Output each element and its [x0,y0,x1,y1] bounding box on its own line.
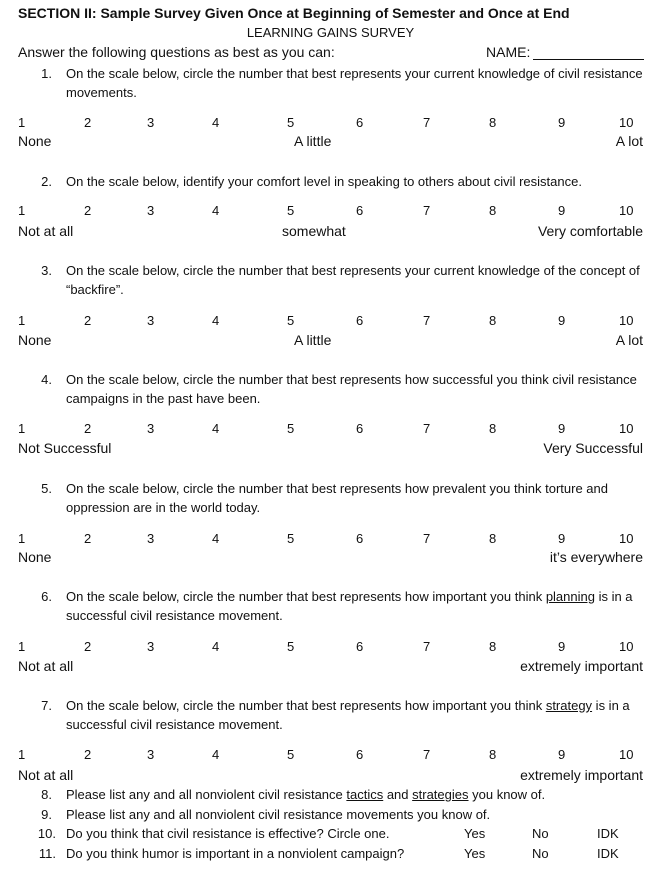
question-number: 1. [41,66,52,81]
scale-option-2[interactable]: 2 [84,203,92,218]
scale-option-1[interactable]: 1 [18,313,26,328]
scale-label-low: None [18,332,52,348]
question-number: 10. [37,826,56,841]
option-no[interactable]: No [532,826,549,841]
underlined-word: planning [545,589,595,604]
scale-option-2[interactable]: 2 [84,313,92,328]
scale-option-9[interactable]: 9 [558,639,566,654]
scale-option-4[interactable]: 4 [212,639,220,654]
survey-title: LEARNING GAINS SURVEY [246,25,415,40]
underlined-word: strategies [412,787,469,802]
scale-option-8[interactable]: 8 [489,531,497,546]
question-number: 8. [41,787,52,802]
name-blank-line[interactable] [533,59,644,60]
scale-option-3[interactable]: 3 [147,203,155,218]
question-number: 6. [41,589,52,604]
scale-option-9[interactable]: 9 [558,313,566,328]
scale-option-4[interactable]: 4 [212,203,220,218]
question-text: On the scale below, circle the number that best represents how important you think strategy is in a successful civil resistance movement. [66,698,630,732]
scale-label-mid: A little [294,332,332,348]
scale-option-4[interactable]: 4 [212,313,220,328]
scale-option-5[interactable]: 5 [287,531,295,546]
question-text: On the scale below, circle the number that best represents how important you think planning is in a successful civil resistance movement. [66,589,633,623]
scale-option-7[interactable]: 7 [423,115,431,130]
scale-option-4[interactable]: 4 [212,115,220,130]
scale-option-4[interactable]: 4 [212,421,220,436]
option-yes[interactable]: Yes [464,846,486,861]
scale-option-9[interactable]: 9 [558,421,566,436]
scale-option-1[interactable]: 1 [18,115,26,130]
scale-option-9[interactable]: 9 [558,115,566,130]
scale-option-6[interactable]: 6 [356,115,364,130]
scale-option-8[interactable]: 8 [489,639,497,654]
option-idk[interactable]: IDK [597,846,619,861]
question-number: 4. [41,372,52,387]
option-idk[interactable]: IDK [597,826,619,841]
scale-label-high: extremely important [520,767,643,783]
scale-option-6[interactable]: 6 [356,747,364,762]
scale-option-3[interactable]: 3 [147,531,155,546]
question-text: Do you think that civil resistance is effective? Circle one. [66,826,390,841]
scale-option-5[interactable]: 5 [287,639,295,654]
question-number: 2. [41,174,52,189]
scale-label-mid: A little [294,133,332,149]
scale-option-9[interactable]: 9 [558,747,566,762]
question-text: On the scale below, circle the number that best represents your current knowledge of the concept of “backfire”. [66,263,640,297]
scale-option-8[interactable]: 8 [489,313,497,328]
question-number: 9. [41,807,52,822]
instructions: Answer the following questions as best as you can: [18,44,335,60]
scale-label-mid: somewhat [282,223,346,239]
scale-option-2[interactable]: 2 [84,421,92,436]
scale-option-1[interactable]: 1 [18,421,26,436]
scale-option-8[interactable]: 8 [489,747,497,762]
scale-option-7[interactable]: 7 [423,639,431,654]
scale-option-7[interactable]: 7 [423,747,431,762]
scale-label-low: Not at all [18,223,74,239]
underlined-word: strategy [545,698,593,713]
question-text: Please list any and all nonviolent civil resistance tactics and strategies you know of. [66,787,546,802]
scale-option-8[interactable]: 8 [489,421,497,436]
scale-option-6[interactable]: 6 [356,639,364,654]
question-number: 3. [41,263,52,278]
name-label: NAME: [486,44,531,60]
scale-option-7[interactable]: 7 [423,203,431,218]
scale-option-7[interactable]: 7 [423,313,431,328]
scale-option-10[interactable]: 10 [619,639,634,654]
question-number: 7. [41,698,52,713]
scale-option-2[interactable]: 2 [84,747,92,762]
scale-option-9[interactable]: 9 [558,203,566,218]
question-number: 11. [38,846,56,861]
scale-label-low: None [18,133,52,149]
scale-label-low: None [18,549,52,565]
scale-option-5[interactable]: 5 [287,747,295,762]
scale-option-1[interactable]: 1 [18,203,26,218]
scale-option-10[interactable]: 10 [619,203,634,218]
scale-label-high: it’s everywhere [549,549,643,565]
scale-option-2[interactable]: 2 [84,115,92,130]
question-text: Do you think humor is important in a nonviolent campaign? [66,846,405,861]
scale-label-low: Not at all [18,658,74,674]
question-number: 5. [41,481,52,496]
scale-option-1[interactable]: 1 [18,747,26,762]
scale-label-low: Not Successful [18,440,112,456]
scale-label-high: Very Successful [543,440,643,456]
question-text: On the scale below, circle the number that best represents how successful you think civil resistance campaigns in the past have been. [66,372,637,406]
scale-option-10[interactable]: 10 [619,531,634,546]
underlined-word: tactics [346,787,384,802]
scale-option-9[interactable]: 9 [558,531,566,546]
scale-option-6[interactable]: 6 [356,203,364,218]
scale-option-2[interactable]: 2 [84,531,92,546]
question-text: On the scale below, circle the number that best represents how prevalent you think torture and oppression are in the world today. [66,481,608,515]
scale-option-5[interactable]: 5 [287,115,295,130]
question-text: On the scale below, circle the number that best represents your current knowledge of civil resistance movements. [66,66,643,100]
scale-option-8[interactable]: 8 [489,115,497,130]
scale-option-3[interactable]: 3 [147,313,155,328]
scale-option-6[interactable]: 6 [356,531,364,546]
scale-option-4[interactable]: 4 [212,531,220,546]
option-no[interactable]: No [532,846,549,861]
scale-option-2[interactable]: 2 [84,639,92,654]
scale-option-3[interactable]: 3 [147,421,155,436]
scale-label-high: extremely important [520,658,643,674]
scale-option-1[interactable]: 1 [18,531,26,546]
question-text: Please list any and all nonviolent civil resistance movements you know of. [66,807,491,822]
scale-label-high: A lot [615,332,643,348]
section-title: SECTION II: Sample Survey Given Once at Beginning of Semester and Once at End [18,5,570,21]
scale-option-8[interactable]: 8 [489,203,497,218]
scale-option-10[interactable]: 10 [619,313,634,328]
scale-option-10[interactable]: 10 [619,747,634,762]
scale-option-3[interactable]: 3 [147,747,155,762]
scale-label-high: Very comfortable [537,223,643,239]
scale-option-7[interactable]: 7 [423,421,431,436]
scale-option-7[interactable]: 7 [423,531,431,546]
scale-option-10[interactable]: 10 [619,115,634,130]
scale-option-5[interactable]: 5 [287,421,295,436]
scale-option-10[interactable]: 10 [619,421,634,436]
scale-label-high: A lot [615,133,643,149]
scale-option-6[interactable]: 6 [356,421,364,436]
option-yes[interactable]: Yes [464,826,486,841]
scale-option-3[interactable]: 3 [147,639,155,654]
scale-label-low: Not at all [18,767,74,783]
scale-option-5[interactable]: 5 [287,203,295,218]
question-text: On the scale below, identify your comfort level in speaking to others about civil resistance. [66,174,582,189]
scale-option-3[interactable]: 3 [147,115,155,130]
scale-option-4[interactable]: 4 [212,747,220,762]
scale-option-6[interactable]: 6 [356,313,364,328]
scale-option-5[interactable]: 5 [287,313,295,328]
scale-option-1[interactable]: 1 [18,639,26,654]
